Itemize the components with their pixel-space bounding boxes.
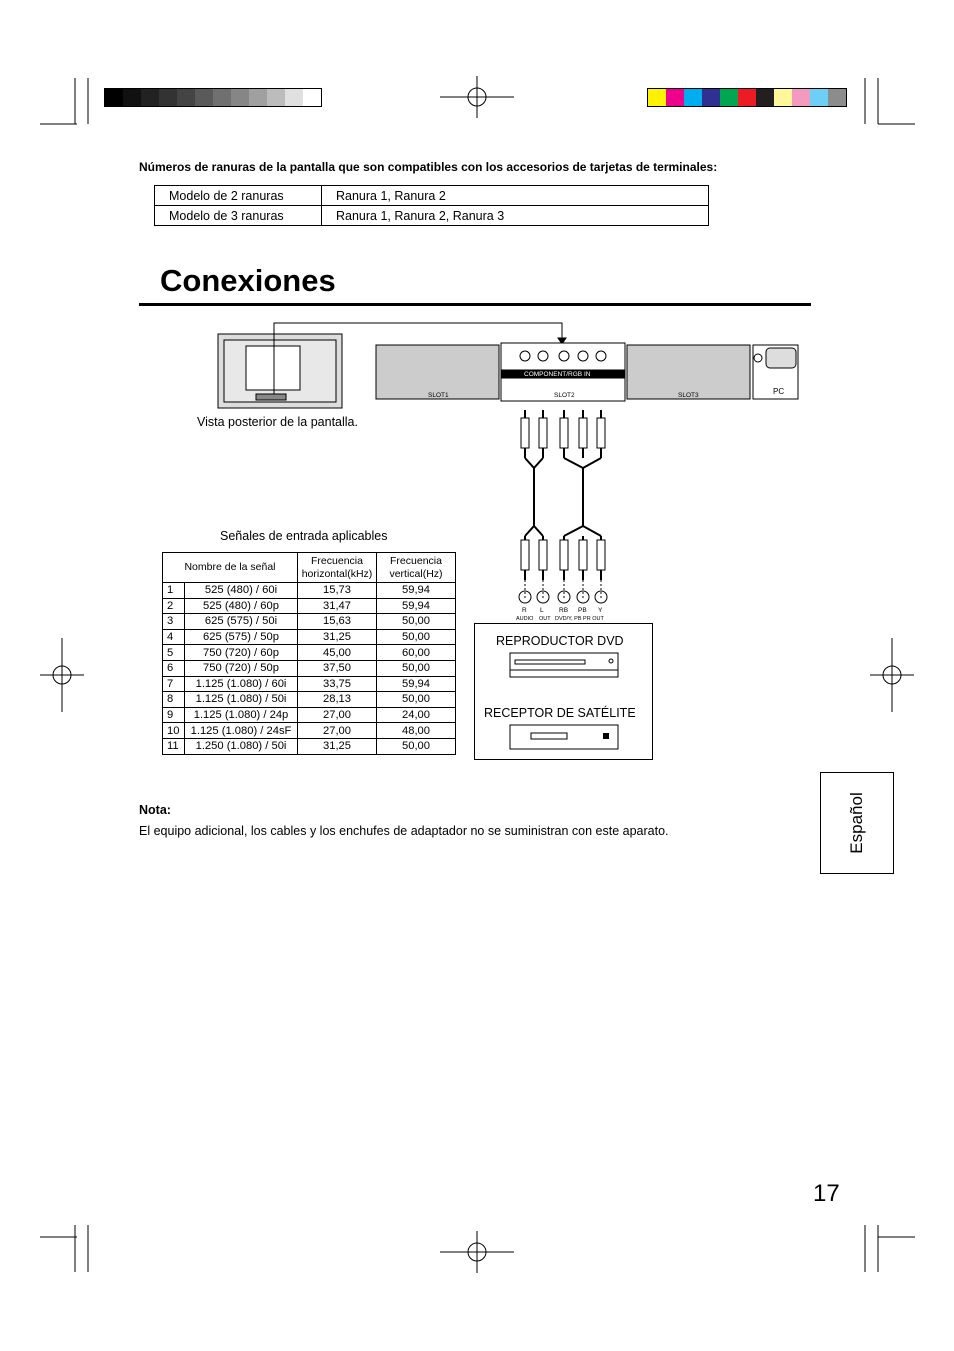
slots-table: [154, 185, 709, 226]
color-swatch: [720, 89, 738, 106]
jack-y-label: Y: [598, 607, 603, 614]
color-swatch: [666, 89, 684, 106]
grayscale-swatch: [105, 89, 123, 106]
note-label: Nota:: [139, 803, 171, 817]
h-freq: 31,25: [298, 629, 377, 645]
h-freq: 27,00: [298, 723, 377, 739]
color-swatch: [702, 89, 720, 106]
row-number: 8: [163, 692, 185, 708]
h-freq: 45,00: [298, 645, 377, 661]
table-row: [163, 660, 456, 676]
color-swatch: [828, 89, 846, 106]
model-cell: Modelo de 2 ranuras: [155, 186, 322, 206]
grayscale-bar: [104, 88, 322, 107]
color-swatch: [684, 89, 702, 106]
slot3-label: SLOT3: [678, 392, 699, 399]
v-freq: 50,00: [377, 629, 456, 645]
slots-cell: Ranura 1, Ranura 2: [322, 186, 709, 206]
grayscale-swatch: [177, 89, 195, 106]
v-freq: 50,00: [377, 614, 456, 630]
jack-rb-label: RB: [559, 607, 569, 614]
row-number: 5: [163, 645, 185, 661]
color-swatch: [738, 89, 756, 106]
signal-name: 750 (720) / 50p: [185, 660, 298, 676]
row-number: 10: [163, 723, 185, 739]
signal-name: 525 (480) / 60i: [185, 583, 298, 599]
h-freq: 33,75: [298, 676, 377, 692]
color-swatch: [648, 89, 666, 106]
signal-name: 1.250 (1.080) / 50i: [185, 738, 298, 754]
table-row: [163, 723, 456, 739]
row-number: 3: [163, 614, 185, 630]
jack-r-label: R: [522, 607, 527, 614]
signal-name: 1.125 (1.080) / 60i: [185, 676, 298, 692]
v-freq: 59,94: [377, 583, 456, 599]
row-number: 6: [163, 660, 185, 676]
section-title: Conexiones: [160, 263, 336, 298]
page-number: 17: [813, 1180, 840, 1207]
v-freq: 60,00: [377, 645, 456, 661]
color-swatch: [774, 89, 792, 106]
table-row: [163, 645, 456, 661]
grayscale-swatch: [231, 89, 249, 106]
rear-view-caption: Vista posterior de la pantalla.: [197, 415, 358, 429]
table-row: [163, 629, 456, 645]
h-freq: 31,47: [298, 598, 377, 614]
title-rule: [139, 303, 811, 306]
language-tab: [820, 772, 894, 874]
signal-name: 1.125 (1.080) / 50i: [185, 692, 298, 708]
grayscale-swatch: [141, 89, 159, 106]
language-tab-label: Español: [847, 792, 866, 854]
grayscale-swatch: [303, 89, 321, 106]
slots-cell: Ranura 1, Ranura 2, Ranura 3: [322, 206, 709, 226]
v-freq: 24,00: [377, 707, 456, 723]
slot2-label: SLOT2: [554, 392, 575, 399]
jack-l-label: L: [540, 607, 544, 614]
signals-table: [162, 552, 456, 755]
h-freq: 37,50: [298, 660, 377, 676]
jack-sub-audio: AUDIO: [516, 616, 534, 622]
table-row: [155, 206, 709, 226]
h-freq: 15,73: [298, 583, 377, 599]
v-freq: 59,94: [377, 676, 456, 692]
signal-name: 750 (720) / 60p: [185, 645, 298, 661]
table-row: [163, 614, 456, 630]
satellite-label: RECEPTOR DE SATÉLITE: [484, 706, 636, 720]
satellite-receiver-icon: [509, 724, 619, 750]
row-number: 1: [163, 583, 185, 599]
grayscale-swatch: [213, 89, 231, 106]
row-number: 11: [163, 738, 185, 754]
jack-sub-dvd: DVD/Y, PB PR OUT: [555, 616, 604, 622]
signal-name: 625 (575) / 50i: [185, 614, 298, 630]
header-v-freq: Frecuencia vertical(Hz): [377, 553, 456, 583]
grayscale-swatch: [249, 89, 267, 106]
table-row: [163, 583, 456, 599]
grayscale-swatch: [267, 89, 285, 106]
signal-name: 1.125 (1.080) / 24p: [185, 707, 298, 723]
h-freq: 28,13: [298, 692, 377, 708]
v-freq: 50,00: [377, 738, 456, 754]
grayscale-swatch: [159, 89, 177, 106]
row-number: 2: [163, 598, 185, 614]
table-row: [163, 738, 456, 754]
slot1-label: SLOT1: [428, 392, 449, 399]
header-h-freq: Frecuencia horizontal(kHz): [298, 553, 377, 583]
grayscale-swatch: [285, 89, 303, 106]
color-swatch: [792, 89, 810, 106]
signal-name: 625 (575) / 50p: [185, 629, 298, 645]
table-row: [155, 186, 709, 206]
model-cell: Modelo de 3 ranuras: [155, 206, 322, 226]
compat-heading: Números de ranuras de la pantalla que son compatibles con los accesorios de tarjetas de terminales:: [139, 160, 718, 174]
table-row: [163, 676, 456, 692]
signal-name: 1.125 (1.080) / 24sF: [185, 723, 298, 739]
component-label: COMPONENT/RGB IN: [524, 371, 591, 378]
h-freq: 31,25: [298, 738, 377, 754]
table-row: [163, 707, 456, 723]
dvd-player-icon: [509, 652, 619, 678]
row-number: 4: [163, 629, 185, 645]
pc-label: PC: [773, 387, 785, 396]
v-freq: 48,00: [377, 723, 456, 739]
header-signal-name: Nombre de la señal: [163, 553, 298, 583]
row-number: 7: [163, 676, 185, 692]
v-freq: 59,94: [377, 598, 456, 614]
grayscale-swatch: [123, 89, 141, 106]
color-swatch: [810, 89, 828, 106]
signal-name: 525 (480) / 60p: [185, 598, 298, 614]
v-freq: 50,00: [377, 660, 456, 676]
jack-pb-label: PB: [578, 607, 587, 614]
h-freq: 27,00: [298, 707, 377, 723]
h-freq: 15,63: [298, 614, 377, 630]
signals-caption: Señales de entrada aplicables: [220, 529, 388, 543]
grayscale-swatch: [195, 89, 213, 106]
color-bar: [647, 88, 847, 107]
table-row: [163, 598, 456, 614]
jack-sub-out: OUT: [539, 616, 551, 622]
row-number: 9: [163, 707, 185, 723]
color-swatch: [756, 89, 774, 106]
table-row: [163, 692, 456, 708]
table-header-row: [163, 553, 456, 583]
note-text: El equipo adicional, los cables y los enchufes de adaptador no se suministran con este aparato.: [139, 824, 669, 838]
v-freq: 50,00: [377, 692, 456, 708]
dvd-label: REPRODUCTOR DVD: [496, 634, 624, 648]
